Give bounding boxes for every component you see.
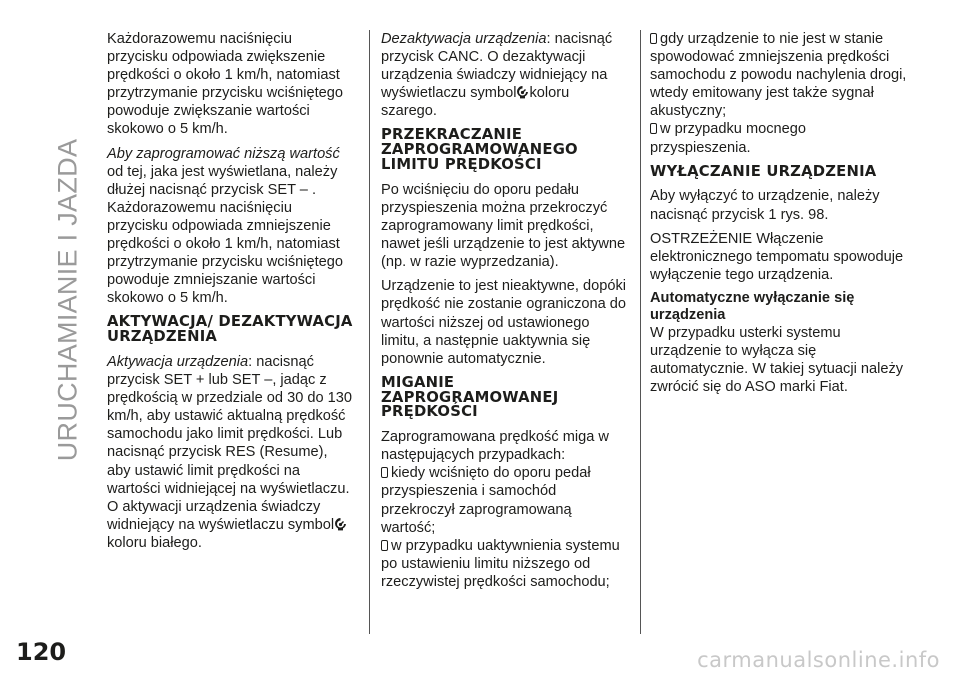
- speed-limiter-icon: [334, 517, 347, 531]
- speed-limiter-icon: [516, 85, 529, 99]
- page-number: 120: [16, 638, 67, 666]
- paragraph: [107, 145, 355, 308]
- column-divider-1: [369, 30, 370, 634]
- square-bullet-icon: [650, 33, 657, 44]
- square-bullet-icon: [381, 467, 388, 478]
- list-item-text: w przypadku uaktywnienia systemu po ustawieniu limitu niższego od rzeczywistej prędkości samochodu;: [381, 537, 620, 590]
- paragraph-text: koloru szarego.: [381, 85, 570, 120]
- paragraph: W przypadku usterki systemu urządzenie to wyłącza się automatycznie. W takiej sytuacji należy zwrócić się do ASO marki Fiat.: [650, 324, 904, 396]
- column-1: [107, 30, 355, 558]
- paragraph: Zaprogramowana prędkość miga w następujących przypadkach:: [381, 429, 609, 464]
- list-item: [381, 464, 628, 536]
- paragraph: Po wciśnięciu do oporu pedału przyspieszenia można przekroczyć zaprogramowany limit prędkości, nawet jeśli urządzenie to jest aktywne (np. w razie wyprzedzania).: [381, 181, 626, 271]
- section-heading: MIGANIE ZAPROGRAMOWANEJ PRĘDKOŚCI: [381, 373, 559, 421]
- list-item: [650, 120, 908, 156]
- paragraph: [107, 353, 355, 552]
- section-side-title: [52, 0, 84, 600]
- watermark: carmanualsonline.info: [697, 648, 940, 672]
- paragraph-text: od tej, jaka jest wyświetlana, należy dłużej nacisnąć przycisk SET – . Każdorazowemu naciśnięciu przycisku odpowiada zmniejszenie prędkości o około 1 km/h, natomiast przytrzymanie przycisku wciśniętego powoduje zmniejszanie wartości skokowo o 5 km/h.: [107, 163, 344, 307]
- paragraph: Aby wyłączyć to urządzenie, należy nacisnąć przycisk 1 rys. 98.: [650, 188, 880, 223]
- paragraph-text: koloru białego.: [107, 534, 202, 551]
- paragraph: Urządzenie to jest nieaktywne, dopóki prędkość nie zostanie ograniczona do wartości niższej od ustawionego limitu, a następnie uaktywnia się ponownie automatycznie.: [381, 278, 627, 367]
- list-item: [381, 537, 628, 591]
- list-item-text: kiedy wciśnięto do oporu pedał przyspieszenia i samochód przekroczył zaprogramowaną wartość;: [381, 465, 591, 536]
- column-2: [381, 30, 628, 591]
- subsection-heading: Automatyczne wyłączanie się urządzenia: [650, 289, 855, 323]
- italic-label: Aktywacja urządzenia: [107, 354, 249, 370]
- section-heading: AKTYWACJA/ DEZAKTYWACJA URZĄDZENIA: [107, 313, 353, 346]
- section-title-text: URUCHAMIANIE I JAZDA: [52, 138, 83, 462]
- italic-label: Aby zaprogramować niższą wartość: [107, 145, 340, 162]
- paragraph: OSTRZEŻENIE Włączenie elektronicznego tempomatu spowoduje wyłączenie tego urządzenia.: [650, 230, 904, 283]
- section-heading: WYŁĄCZANIE URZĄDZENIA: [650, 162, 877, 180]
- paragraph: Każdorazowemu naciśnięciu przycisku odpowiada zwiększenie prędkości o około 1 km/h, natomiast przytrzymanie przycisku wciśniętego powoduje zwiększanie wartości skokowo o 5 km/h.: [107, 31, 344, 138]
- paragraph-text: : nacisnąć przycisk SET + lub SET –, jadąc z prędkością w przedziale od 30 do 130 km/h, aby ustawić aktualną prędkość samochodu jako limit prędkości. Lub nacisnąć przycisk RES (Resume), aby ustawić limit prędkości na wartości widniejącej na wyświetlaczu. O aktywacji urządzenia świadczy widniejący na wyświetlaczu symbol: [107, 354, 353, 533]
- square-bullet-icon: [381, 540, 388, 551]
- list-item-text: gdy urządzenie to nie jest w stanie spowodować zmniejszenia prędkości samochodu z powodu nachylenia drogi, wtedy emitowany jest także sygnał akustyczny;: [650, 31, 907, 120]
- list-item-text: w przypadku mocnego przyspieszenia.: [650, 121, 807, 156]
- column-divider-2: [640, 30, 641, 634]
- section-heading: PRZEKRACZANIE ZAPROGRAMOWANEGO LIMITU PRĘDKOŚCI: [381, 126, 578, 174]
- italic-label: Dezaktywacja urządzenia: [381, 31, 547, 47]
- paragraph: [381, 30, 628, 120]
- list-item: [650, 30, 908, 120]
- square-bullet-icon: [650, 123, 657, 134]
- column-3: [650, 30, 908, 402]
- paragraph-text: : nacisnąć przycisk CANC. O dezaktywacji urządzenia świadczy widniejący na wyświetlaczu symbol: [381, 31, 613, 102]
